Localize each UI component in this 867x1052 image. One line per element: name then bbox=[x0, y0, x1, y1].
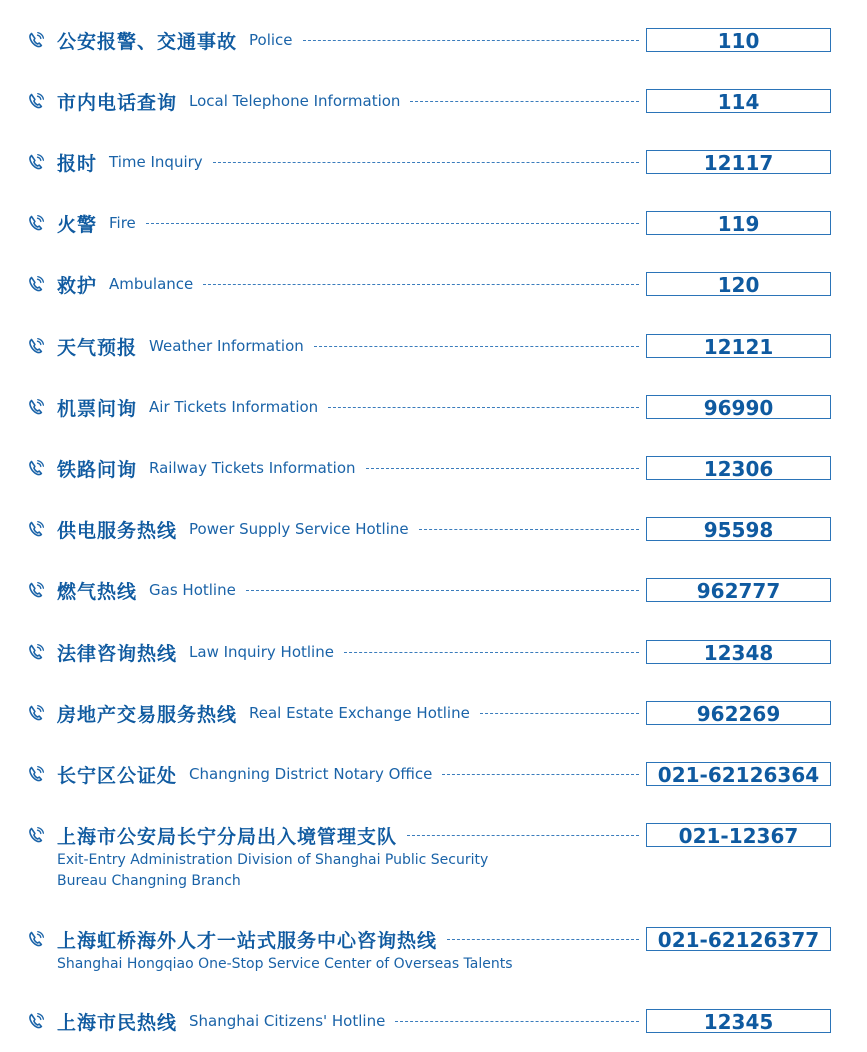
phone-handset-icon bbox=[27, 930, 45, 948]
hotline-number[interactable]: 12345 bbox=[646, 1009, 831, 1033]
hotline-name-en-line: Bureau Changning Branch bbox=[57, 873, 241, 889]
hotline-title-line bbox=[57, 577, 639, 603]
dotted-leader bbox=[366, 468, 639, 469]
hotline-number[interactable]: 12117 bbox=[646, 150, 831, 174]
hotline-number[interactable]: 12348 bbox=[646, 640, 831, 664]
phone-handset-icon bbox=[27, 704, 45, 722]
hotline-title-line bbox=[57, 926, 639, 952]
hotline-number[interactable]: 95598 bbox=[646, 517, 831, 541]
hotline-number[interactable]: 962777 bbox=[646, 578, 831, 602]
dotted-leader bbox=[480, 713, 639, 714]
hotline-number[interactable]: 962269 bbox=[646, 701, 831, 725]
hotline-name-en: Shanghai Citizens' Hotline bbox=[189, 1012, 386, 1030]
hotline-title-line bbox=[57, 455, 639, 481]
dotted-leader bbox=[203, 284, 639, 285]
hotline-name-cn: 公安报警、交通事故 bbox=[57, 30, 238, 53]
hotline-name-en: Real Estate Exchange Hotline bbox=[249, 704, 470, 722]
hotline-number[interactable]: 119 bbox=[646, 211, 831, 235]
hotline-name-cn: 供电服务热线 bbox=[57, 519, 178, 542]
hotline-number[interactable]: 110 bbox=[646, 28, 831, 52]
hotline-name-en: Weather Information bbox=[149, 337, 304, 355]
dotted-leader bbox=[246, 590, 639, 591]
hotline-name-cn: 上海市民热线 bbox=[57, 1011, 178, 1034]
hotline-name-cn: 救护 bbox=[57, 274, 98, 297]
dotted-leader bbox=[146, 223, 639, 224]
hotline-name-en: Changning District Notary Office bbox=[189, 765, 433, 783]
dotted-leader bbox=[314, 346, 639, 347]
hotline-name-cn: 上海市公安局长宁分局出入境管理支队 bbox=[57, 825, 398, 848]
hotline-number[interactable]: 114 bbox=[646, 89, 831, 113]
hotline-title-line bbox=[57, 271, 639, 297]
dotted-leader bbox=[442, 774, 639, 775]
hotline-number[interactable]: 120 bbox=[646, 272, 831, 296]
phone-handset-icon bbox=[27, 459, 45, 477]
hotline-title-line bbox=[57, 149, 639, 175]
hotline-name-cn: 天气预报 bbox=[57, 336, 138, 359]
hotline-name-cn: 火警 bbox=[57, 213, 98, 236]
hotline-name-en: Time Inquiry bbox=[109, 153, 203, 171]
phone-handset-icon bbox=[27, 398, 45, 416]
dotted-leader bbox=[410, 101, 639, 102]
hotline-name-en: Ambulance bbox=[109, 275, 194, 293]
hotline-number[interactable]: 021-62126364 bbox=[646, 762, 831, 786]
hotline-name-en: Power Supply Service Hotline bbox=[189, 520, 409, 538]
hotline-name-cn: 燃气热线 bbox=[57, 580, 138, 603]
phone-handset-icon bbox=[27, 275, 45, 293]
hotline-name-en: Railway Tickets Information bbox=[149, 459, 356, 477]
phone-handset-icon bbox=[27, 92, 45, 110]
hotline-number[interactable]: 96990 bbox=[646, 395, 831, 419]
hotline-name-en-line: Exit-Entry Administration Division of Shanghai Public Security bbox=[57, 852, 489, 868]
hotline-number[interactable]: 021-12367 bbox=[646, 823, 831, 847]
hotline-name-cn: 市内电话查询 bbox=[57, 91, 178, 114]
hotline-name-cn: 上海虹桥海外人才一站式服务中心咨询热线 bbox=[57, 929, 438, 952]
phone-handset-icon bbox=[27, 153, 45, 171]
phone-handset-icon bbox=[27, 643, 45, 661]
hotline-title-line bbox=[57, 1008, 639, 1034]
hotline-title-line bbox=[57, 27, 639, 53]
dotted-leader bbox=[395, 1021, 639, 1022]
phone-handset-icon bbox=[27, 214, 45, 232]
hotline-number[interactable]: 12121 bbox=[646, 334, 831, 358]
hotline-title-line bbox=[57, 394, 639, 420]
hotline-name-cn: 房地产交易服务热线 bbox=[57, 703, 238, 726]
hotline-title-line bbox=[57, 761, 639, 787]
hotline-title-line bbox=[57, 516, 639, 542]
dotted-leader bbox=[344, 652, 639, 653]
hotline-title-line bbox=[57, 88, 639, 114]
hotline-name-cn: 长宁区公证处 bbox=[57, 764, 178, 787]
hotline-title-line bbox=[57, 333, 639, 359]
phone-handset-icon bbox=[27, 765, 45, 783]
dotted-leader bbox=[303, 40, 639, 41]
phone-handset-icon bbox=[27, 31, 45, 49]
hotline-title-line bbox=[57, 700, 639, 726]
hotline-name-cn: 铁路问询 bbox=[57, 458, 138, 481]
hotline-name-cn: 法律咨询热线 bbox=[57, 642, 178, 665]
hotline-name-cn: 报时 bbox=[57, 152, 98, 175]
phone-handset-icon bbox=[27, 581, 45, 599]
phone-handset-icon bbox=[27, 520, 45, 538]
hotline-name-en: Fire bbox=[109, 214, 136, 232]
dotted-leader bbox=[419, 529, 639, 530]
hotline-name-en: Police bbox=[249, 31, 293, 49]
hotline-name-en-line: Shanghai Hongqiao One-Stop Service Center of Overseas Talents bbox=[57, 956, 513, 972]
hotline-name-en: Local Telephone Information bbox=[189, 92, 401, 110]
hotline-number[interactable]: 12306 bbox=[646, 456, 831, 480]
hotline-number[interactable]: 021-62126377 bbox=[646, 927, 831, 951]
dotted-leader bbox=[328, 407, 639, 408]
phone-handset-icon bbox=[27, 1012, 45, 1030]
hotline-title-line bbox=[57, 210, 639, 236]
dotted-leader bbox=[213, 162, 639, 163]
hotline-title-line bbox=[57, 639, 639, 665]
phone-handset-icon bbox=[27, 337, 45, 355]
hotline-title-line bbox=[57, 822, 639, 848]
hotline-name-cn: 机票问询 bbox=[57, 397, 138, 420]
hotline-name-en: Law Inquiry Hotline bbox=[189, 643, 334, 661]
dotted-leader bbox=[407, 835, 639, 836]
dotted-leader bbox=[447, 939, 639, 940]
hotline-name-en: Air Tickets Information bbox=[149, 398, 319, 416]
hotline-name-en: Gas Hotline bbox=[149, 581, 236, 599]
phone-handset-icon bbox=[27, 826, 45, 844]
